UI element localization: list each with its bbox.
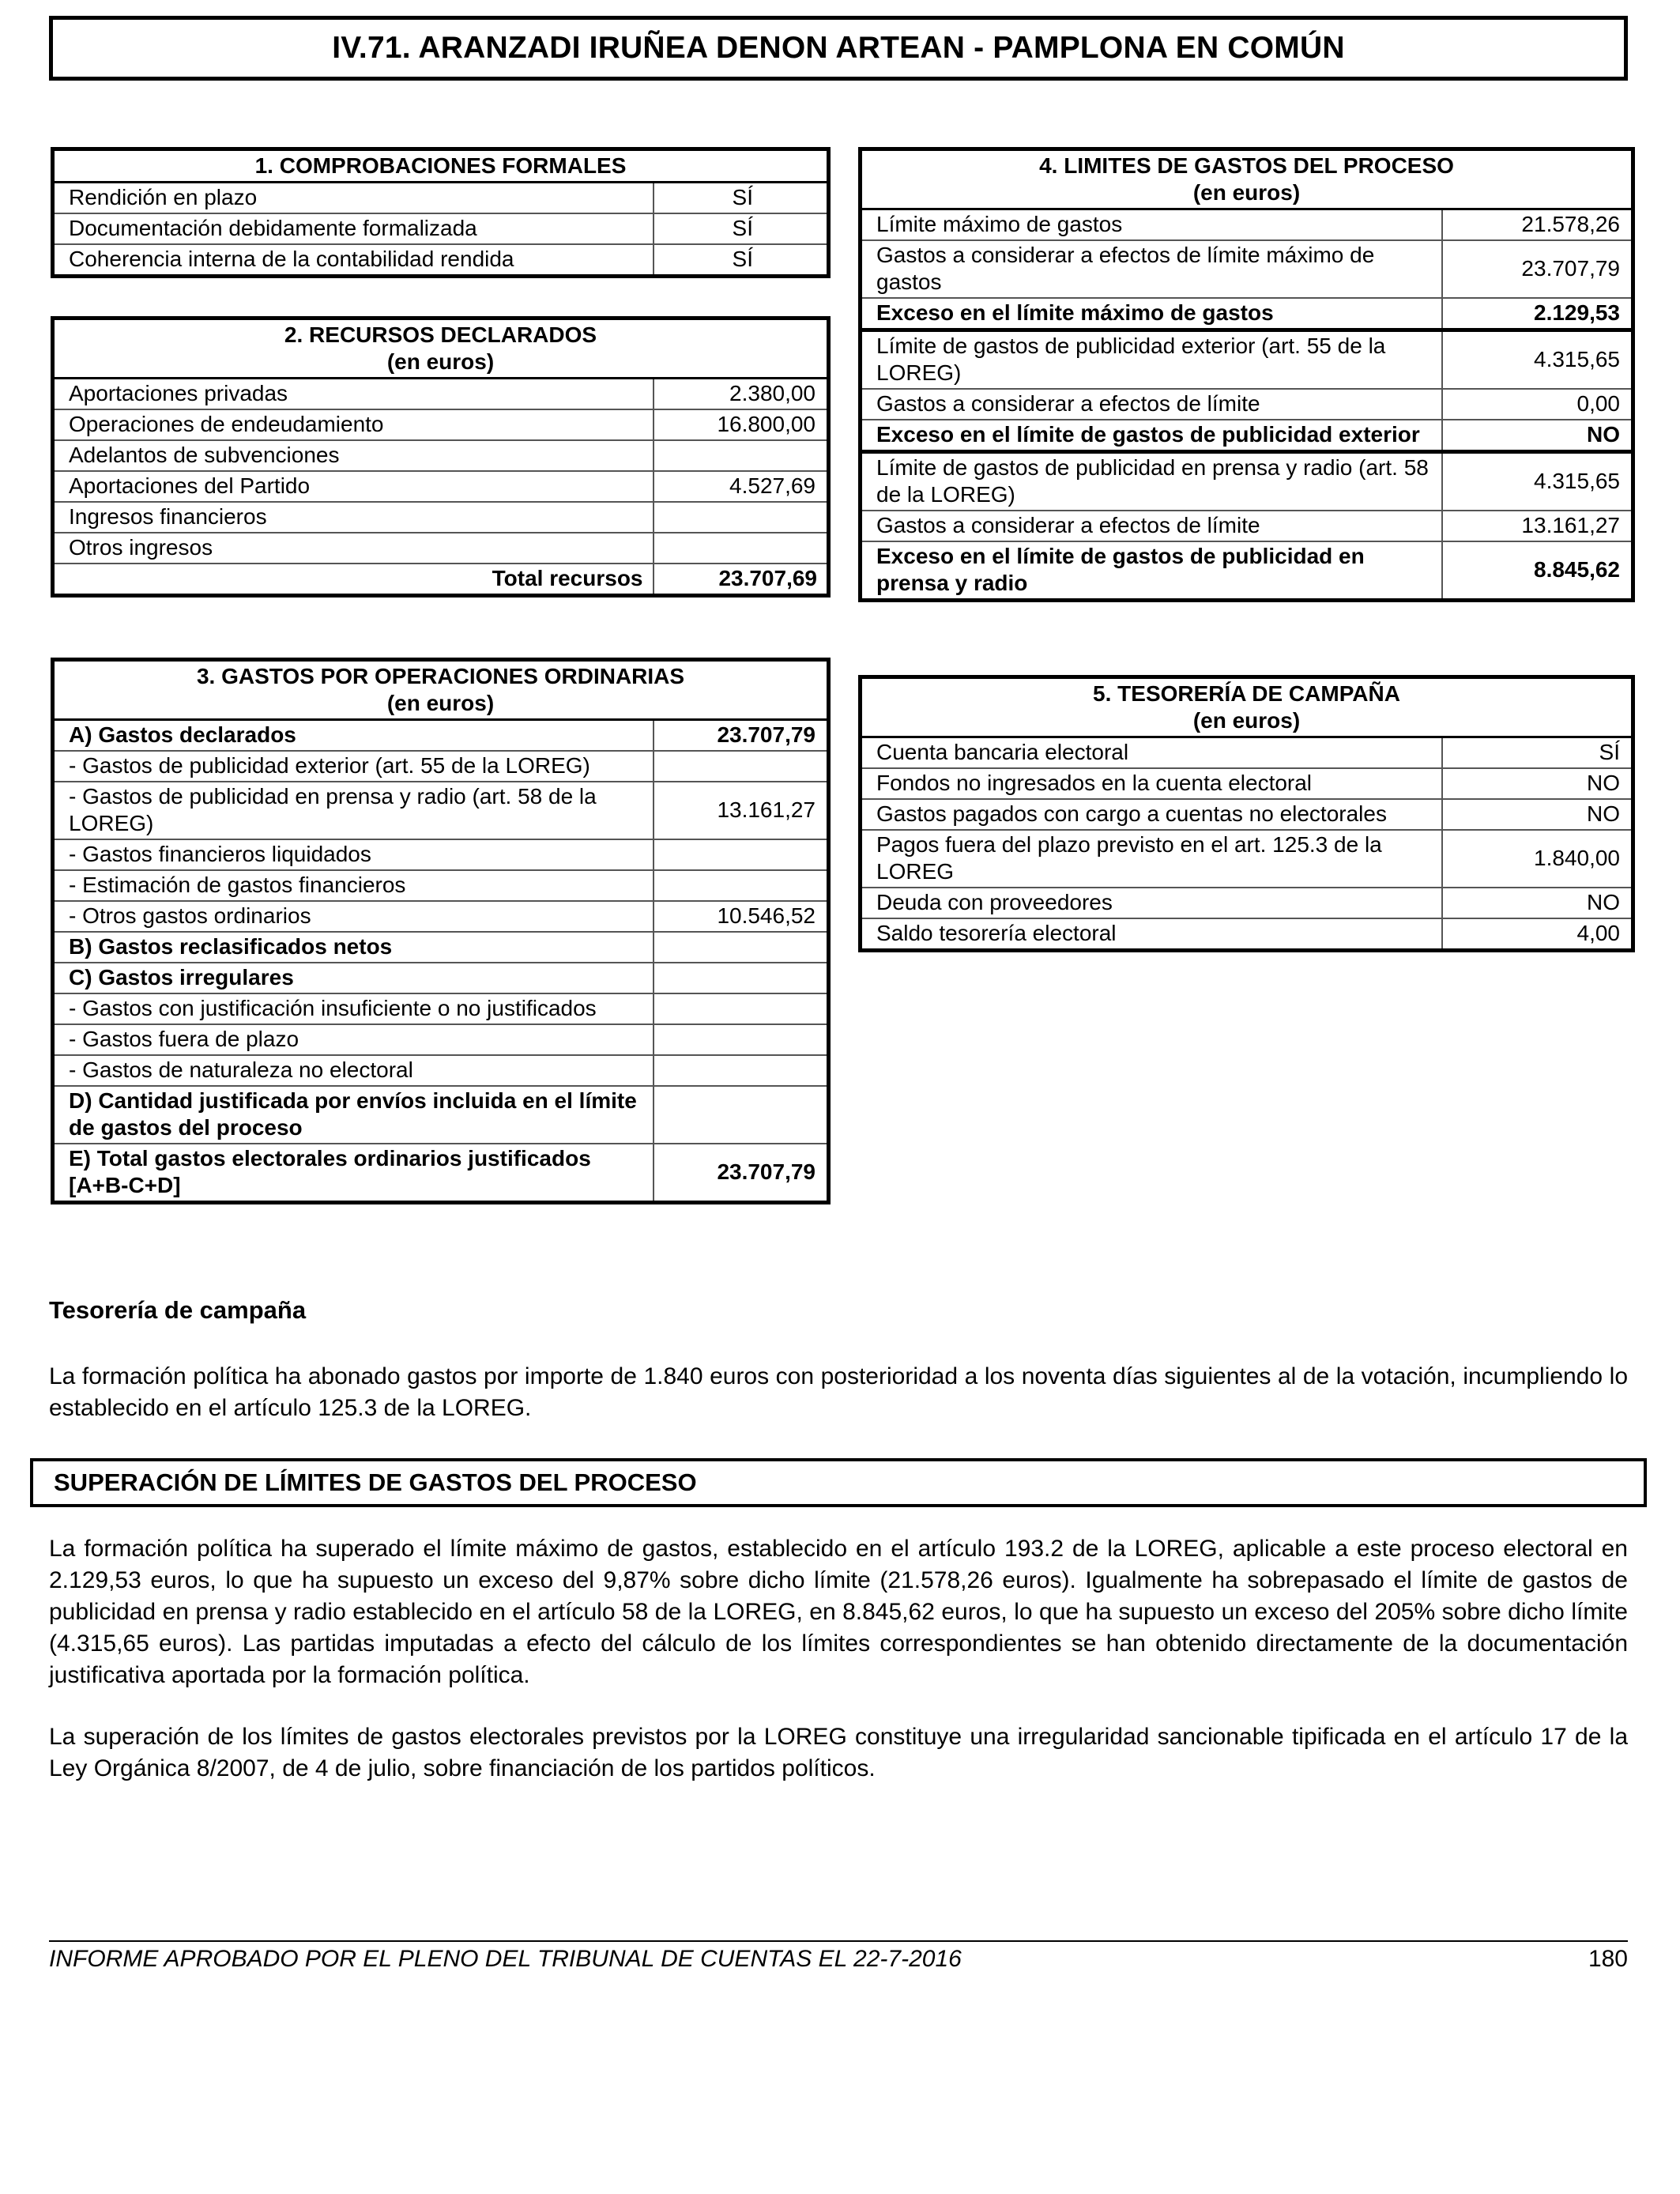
- table-row: A) Gastos declarados 23.707,79: [53, 720, 829, 752]
- tesoreria-heading: Tesorería de campaña: [49, 1296, 307, 1324]
- table-row: - Gastos financieros liquidados: [53, 839, 829, 870]
- table-row: Cuenta bancaria electoral SÍ: [861, 737, 1633, 769]
- table-row: Límite de gastos de publicidad exterior (art. 55 de la LOREG) 4.315,65: [861, 330, 1633, 390]
- table-heading: 2. RECURSOS DECLARADOS (en euros): [53, 319, 829, 379]
- table-row: - Otros gastos ordinarios 10.546,52: [53, 901, 829, 932]
- table-row: Límite de gastos de publicidad en prensa y radio (art. 58 de la LOREG) 4.315,65: [861, 452, 1633, 511]
- table-row: - Gastos de naturaleza no electoral: [53, 1055, 829, 1086]
- table-row: Aportaciones del Partido 4.527,69: [53, 471, 829, 502]
- table-row: Fondos no ingresados en la cuenta electoral NO: [861, 768, 1633, 799]
- table-tesoreria-campana: [858, 675, 1635, 952]
- table-row: Gastos a considerar a efectos de límite 13.161,27: [861, 511, 1633, 541]
- table-row: Gastos a considerar a efectos de límite máximo de gastos 23.707,79: [861, 240, 1633, 298]
- table-heading: 3. GASTOS POR OPERACIONES ORDINARIAS (en euros): [53, 660, 829, 720]
- table-recursos-declarados: [51, 316, 831, 598]
- table-gastos-operaciones-ordinarias: [51, 658, 831, 1204]
- table-row: - Gastos fuera de plazo: [53, 1024, 829, 1055]
- table-row: Exceso en el límite máximo de gastos 2.129,53: [861, 298, 1633, 330]
- table-limites-gastos-proceso: [858, 147, 1635, 602]
- table-row: Documentación debidamente formalizada SÍ: [53, 213, 829, 244]
- table-row: - Estimación de gastos financieros: [53, 870, 829, 901]
- table-row: Límite máximo de gastos 21.578,26: [861, 209, 1633, 241]
- table-row: Exceso en el límite de gastos de publicidad en prensa y radio 8.845,62: [861, 541, 1633, 601]
- table-row: Exceso en el límite de gastos de publicidad exterior NO: [861, 420, 1633, 452]
- superacion-paragraph-2: La superación de los límites de gastos electorales previstos por la LOREG constituye una irregularidad sancionable tipificada en el artículo 17 de la Ley Orgánica 8/2007, de 4 de julio, sobre financiación de los partidos políticos.: [49, 1724, 1628, 1781]
- table-row: Adelantos de subvenciones: [53, 440, 829, 471]
- table-row: Otros ingresos: [53, 533, 829, 564]
- superacion-paragraph-1: La formación política ha superado el límite máximo de gastos, establecido en el artículo 193.2 de la LOREG, aplicable a este proceso electoral en 2.129,53 euros, lo que ha supuesto un exceso del 9,87% sobre dicho límite (21.578,26 euros). Igualmente ha sobrepasado el límite de gastos de publicidad en prensa y radio establecido en el artículo 58 de la LOREG, en 8.845,62 euros, lo que ha supuesto un exceso del 205% sobre dicho límite (4.315,65 euros). Las partidas imputadas a efecto del cálculo de los límites correspondientes se han obtenido directamente de la documentación justificativa aportada por la formación política.: [49, 1536, 1628, 1688]
- table-total-row: Total recursos 23.707,69: [53, 564, 829, 596]
- table-row: D) Cantidad justificada por envíos incluida en el límite de gastos del proceso: [53, 1086, 829, 1144]
- table-total-row: E) Total gastos electorales ordinarios justificados [A+B-C+D] 23.707,79: [53, 1144, 829, 1203]
- table-row: B) Gastos reclasificados netos: [53, 932, 829, 963]
- table-row: - Gastos de publicidad exterior (art. 55 de la LOREG): [53, 751, 829, 782]
- table-row: - Gastos con justificación insuficiente o no justificados: [53, 993, 829, 1024]
- table-row: C) Gastos irregulares: [53, 963, 829, 993]
- footer-text: INFORME APROBADO POR EL PLENO DEL TRIBUNAL DE CUENTAS EL 22-7-2016: [49, 1946, 962, 1972]
- table-row: Aportaciones privadas 2.380,00: [53, 379, 829, 410]
- page-title: IV.71. ARANZADI IRUÑEA DENON ARTEAN - PAMPLONA EN COMÚN: [49, 16, 1628, 81]
- table-heading: 5. TESORERÍA DE CAMPAÑA (en euros): [861, 677, 1633, 737]
- table-row: Operaciones de endeudamiento 16.800,00: [53, 409, 829, 440]
- table-row: Rendición en plazo SÍ: [53, 183, 829, 214]
- tesoreria-paragraph: La formación política ha abonado gastos por importe de 1.840 euros con posterioridad a los noventa días siguientes al de la votación, incumpliendo lo establecido en el artículo 125.3 de la LOREG.: [49, 1363, 1628, 1421]
- table-row: Saldo tesorería electoral 4,00: [861, 918, 1633, 951]
- table-heading: 4. LIMITES DE GASTOS DEL PROCESO (en euros): [861, 149, 1633, 209]
- page-number: 180: [1588, 1946, 1628, 1972]
- table-row: Gastos pagados con cargo a cuentas no electorales NO: [861, 799, 1633, 830]
- table-row: - Gastos de publicidad en prensa y radio (art. 58 de la LOREG) 13.161,27: [53, 782, 829, 839]
- table-row: Ingresos financieros: [53, 502, 829, 533]
- table-row: Coherencia interna de la contabilidad rendida SÍ: [53, 244, 829, 277]
- superacion-section-heading: SUPERACIÓN DE LÍMITES DE GASTOS DEL PROCESO: [30, 1458, 1647, 1507]
- table-row: Pagos fuera del plazo previsto en el art. 125.3 de la LOREG 1.840,00: [861, 830, 1633, 888]
- table-row: Gastos a considerar a efectos de límite 0,00: [861, 389, 1633, 420]
- table-row: Deuda con proveedores NO: [861, 888, 1633, 918]
- footer-divider: [49, 1940, 1628, 1942]
- table-comprobaciones-formales: [51, 147, 831, 278]
- table-heading: 1. COMPROBACIONES FORMALES: [53, 149, 829, 183]
